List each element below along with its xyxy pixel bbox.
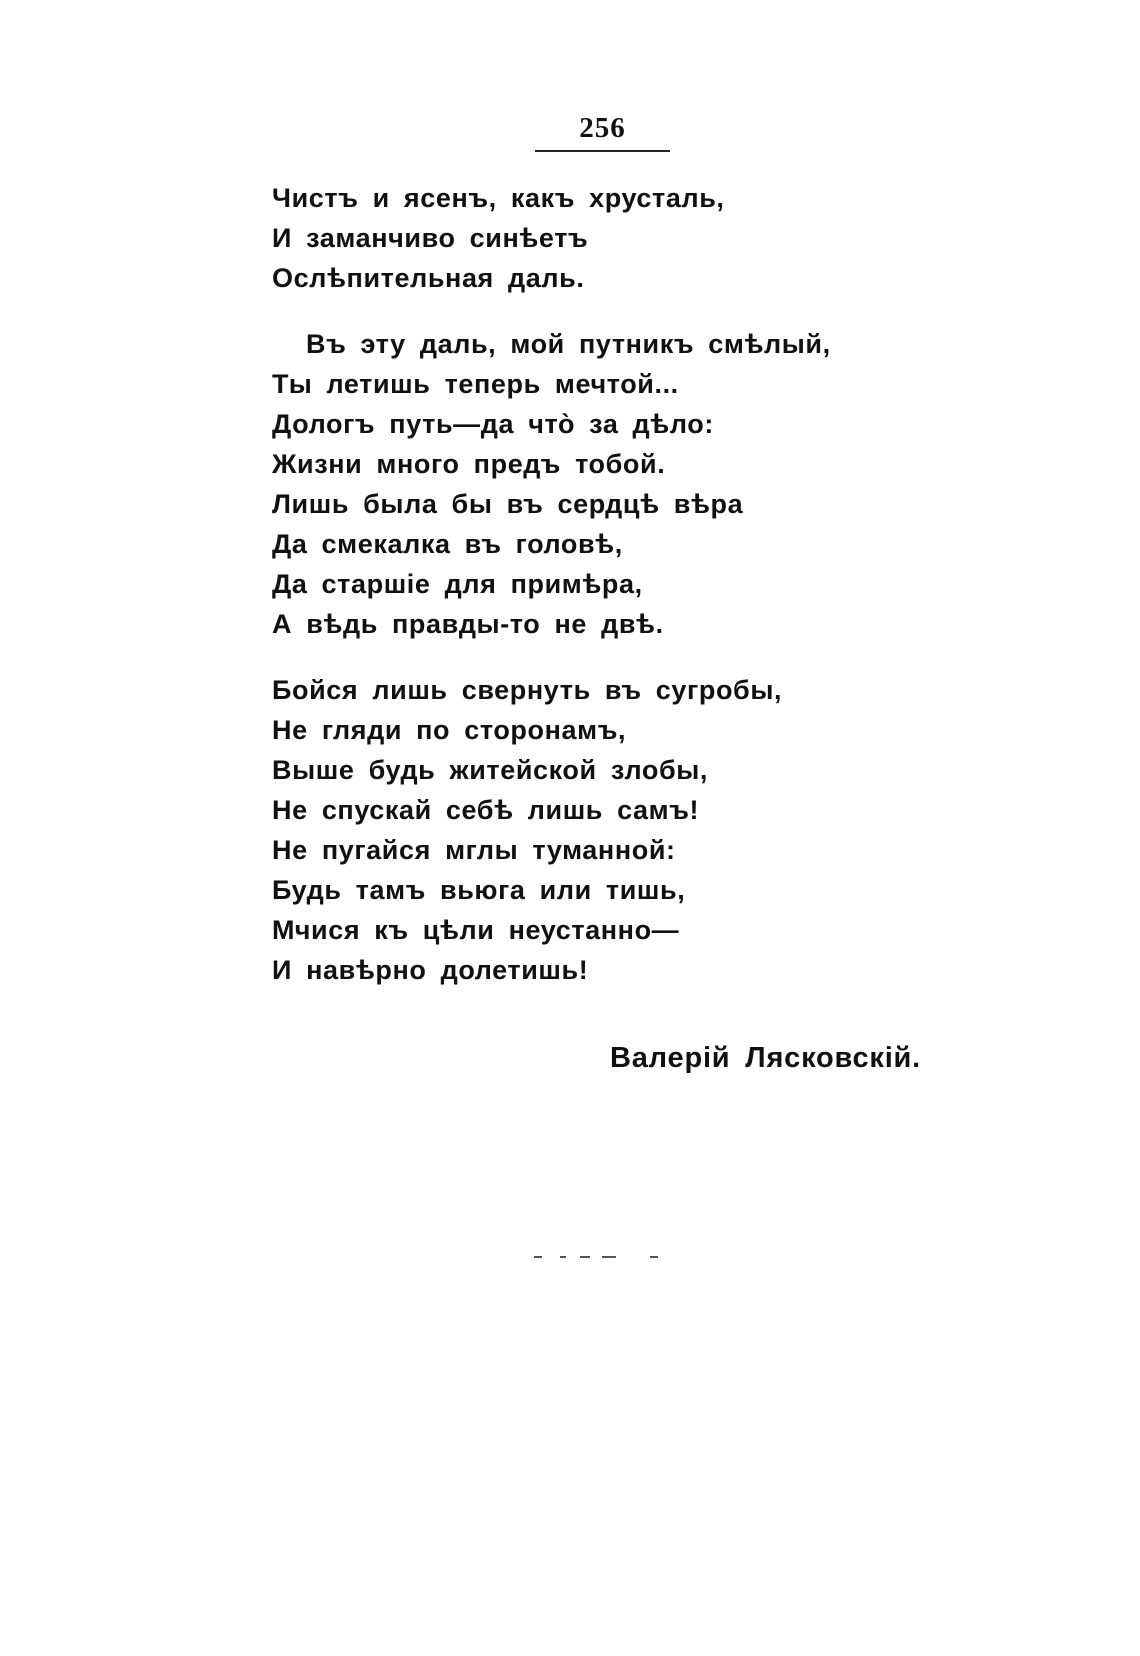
poem-line: Въ эту даль, мой путникъ смѣлый, [306,329,831,359]
poem-line: Будь тамъ вьюга или тишь, [272,875,686,905]
poem-line: Чистъ и ясенъ, какъ хрусталь, [272,183,725,213]
poem-line: Не пугайся мглы туманной: [272,835,676,865]
stanza-2 [272,324,832,644]
end-ornament-dash [650,1256,658,1258]
poem-line: Лишь была бы въ сердцѣ вѣра [272,489,744,519]
poem-line: И навѣрно долетишь! [272,955,589,985]
poem-line: Жизни много предъ тобой. [272,449,666,479]
stanza-1 [272,178,832,298]
poem-line: И заманчиво синѣетъ [272,223,589,253]
end-ornament-dash [580,1256,590,1258]
poem-line: Выше будь житейской злобы, [272,755,709,785]
poem-line: Да смекалка въ головѣ, [272,529,623,559]
end-ornament-dash [560,1256,566,1258]
poem-line: Дологъ путь—да что̀ за дѣло: [272,409,714,439]
end-ornament-dash [602,1256,616,1258]
page-number-container [535,110,670,146]
end-ornament-dash [534,1256,542,1258]
page-number-rule [535,150,670,152]
author-signature: Валерій Лясковскій. [610,1042,922,1074]
poem [272,178,832,990]
poem-line: Не спускай себѣ лишь самъ! [272,795,700,825]
stanza-3 [272,670,832,990]
poem-line: А вѣдь правды-то не двѣ. [272,609,664,639]
poem-line: Да старшіе для примѣра, [272,569,643,599]
poem-line: Бойся лишь свернуть въ сугробы, [272,675,783,705]
poem-line: Мчися къ цѣли неустанно— [272,915,680,945]
poem-line: Не гляди по сторонамъ, [272,715,627,745]
poem-line: Ты летишь теперь мечтой... [272,369,679,399]
page-number: 256 [579,112,626,144]
poem-line: Ослѣпительная даль. [272,263,585,293]
